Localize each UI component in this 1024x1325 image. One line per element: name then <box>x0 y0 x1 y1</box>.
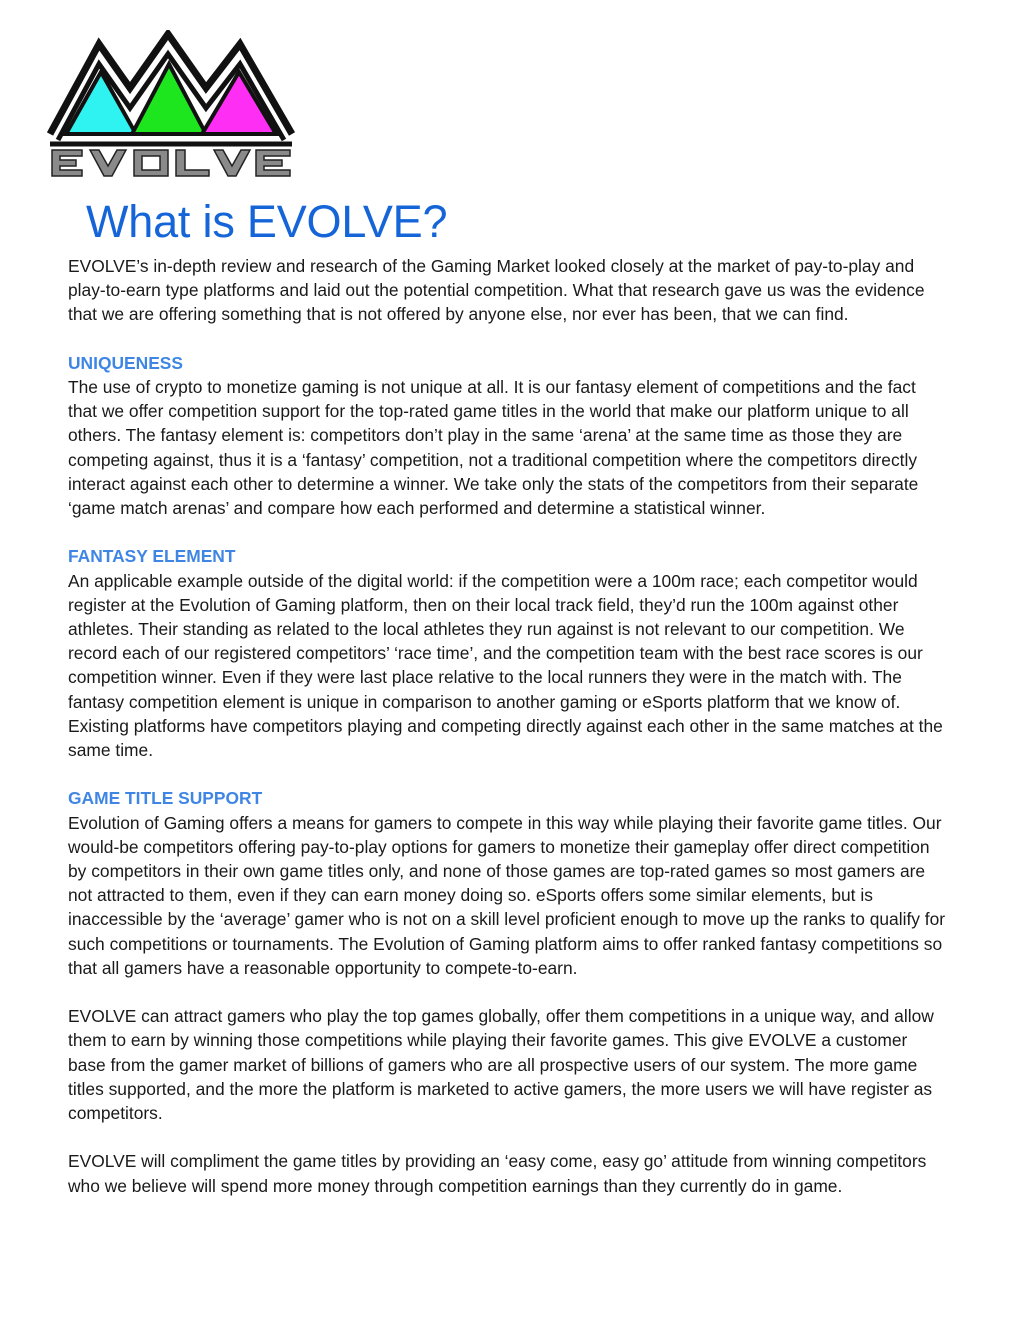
section-text-uniqueness: The use of crypto to monetize gaming is not unique at all. It is our fantasy element of competitions and the fact that we offer competition support for the top-rated game titles in the world that make our platform unique to all others. The fantasy element is: competitors don’t play in the same ‘arena’ at the same time as those they are competing against, thus it is a ‘fantasy’ competition, not a traditional competition where the competitors directly interact against each other to determine a winner. We take only the stats of the competitors from their separate ‘game match arenas’ and compare how each performed and determine a statistical winner. <box>68 377 919 519</box>
closing-paragraph-1: EVOLVE can attract gamers who play the top games globally, offer them competitions in a unique way, and allow them to earn by winning those competitions while playing their favorite games. This give EVOLVE a customer base from the gamer market of billions of gamers who are all prospective users of our system. The more game titles supported, and the more the platform is marketed to active gamers, the more users we will have register as competitors. <box>68 1006 934 1124</box>
page-title: What is EVOLVE? <box>86 196 448 247</box>
document-body <box>68 254 948 1198</box>
intro-paragraph: EVOLVE’s in-depth review and research of the Gaming Market looked closely at the market of pay-to-play and play-to-earn type platforms and laid out the potential competition. What that research gave us was the evidence that we are offering something that is not offered by anyone else, nor ever has been, that we can find. <box>68 256 925 325</box>
section-heading-uniqueness: UNIQUENESS <box>68 352 183 373</box>
logo-wordmark <box>50 148 292 178</box>
section-heading-fantasy-element: FANTASY ELEMENT <box>68 546 236 567</box>
section-text-fantasy-element: An applicable example outside of the digital world: if the competition were a 100m race; each competitor would register at the Evolution of Gaming platform, then on their local track field, they’d run the 100m against other athletes. Their standing as related to the local athletes they run against is not relevant to our competition. We record each of our registered competitors’ ‘race time’, and the competition team with the best race scores is our competition winner. Even if they were last place relative to the local runners they were in the match with. The fantasy competition element is unique in comparison to another gaming or eSports platform that we know of. Existing platforms have competitors playing and competing directly against each other in the same matches at the same time. <box>68 570 943 761</box>
section-heading-game-title-support: GAME TITLE SUPPORT <box>68 788 263 809</box>
evolve-logo <box>44 30 298 182</box>
section-text-game-title-support: Evolution of Gaming offers a means for gamers to compete in this way while playing their favorite game titles. Our would-be competitors offering pay-to-play options for gamers to monetize their gameplay offer direct competition by competitors in their own game titles only, and none of those games are top-rated games so most gamers are not attracted to them, even if they can earn money doing so. eSports offers some similar elements, but is inaccessible by the ‘average’ gamer who is not on a skill level proficient enough to move up the ranks to qualify for such competitions or tournaments. The Evolution of Gaming platform aims to offer ranked fantasy competitions so that all gamers have a reasonable opportunity to compete-to-earn. <box>68 812 946 978</box>
closing-paragraph-2: EVOLVE will compliment the game titles by providing an ‘easy come, easy go’ attitude from winning competitors who we believe will spend more money through competition earnings than they currently do in game. <box>68 1151 927 1196</box>
